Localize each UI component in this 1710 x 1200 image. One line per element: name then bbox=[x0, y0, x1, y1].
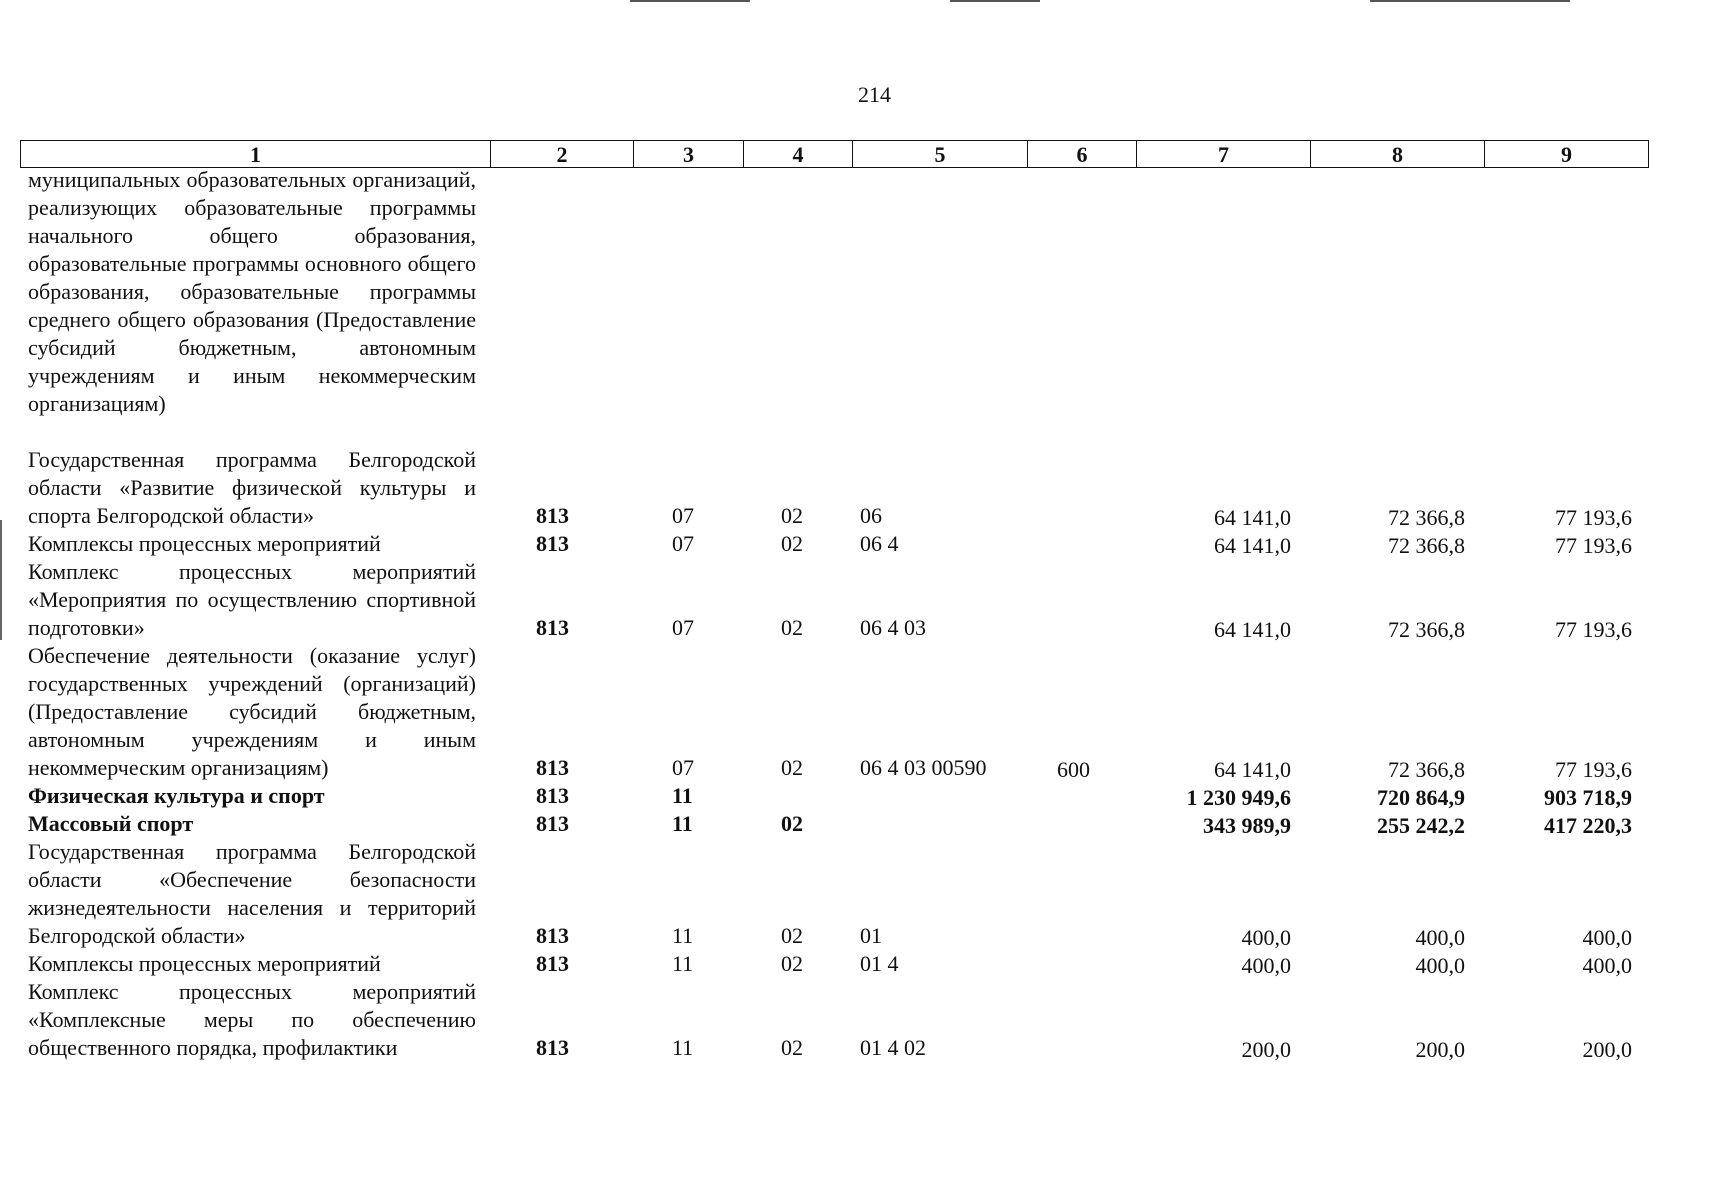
row-description: Комплексы процессных мероприятий bbox=[28, 531, 381, 556]
row-description: Обеспечение деятельности (оказание услуг) государственных учреждений (организаций) (Предоставление субсидий бюджетным, автономным учреждениям и иным некоммерческим организациям) bbox=[28, 643, 476, 780]
page-number: 214 bbox=[858, 82, 891, 107]
col-5: 06 4 03 00590 bbox=[860, 755, 987, 780]
scan-margin-mark bbox=[0, 520, 2, 640]
header-col-8: 8 bbox=[1310, 141, 1484, 167]
col-8: 720 864,9 bbox=[1377, 785, 1465, 810]
col-4: 02 bbox=[781, 503, 803, 528]
col-2: 813 bbox=[536, 783, 569, 808]
col-2: 813 bbox=[536, 503, 569, 528]
header-col-5: 5 bbox=[852, 141, 1027, 167]
scan-artifact-line bbox=[950, 0, 1040, 2]
row-description: Государственная программа Белгородской области «Развитие физической культуры и спорта Белгородской области» bbox=[28, 447, 476, 528]
row-description: Массовый спорт bbox=[28, 811, 194, 836]
col-2: 813 bbox=[536, 531, 569, 556]
col-5: 01 4 bbox=[860, 951, 899, 976]
header-col-3: 3 bbox=[633, 141, 743, 167]
col-8: 72 366,8 bbox=[1388, 533, 1465, 558]
header-col-7: 7 bbox=[1136, 141, 1310, 167]
header-col-6: 6 bbox=[1027, 141, 1136, 167]
col-4: 02 bbox=[781, 1035, 803, 1060]
row-description: Комплекс процессных мероприятий «Комплексные меры по обеспечению общественного порядка, профилактики bbox=[28, 979, 476, 1060]
col-7: 64 141,0 bbox=[1214, 533, 1291, 558]
col-9: 200,0 bbox=[1582, 1037, 1632, 1062]
col-3: 07 bbox=[672, 503, 694, 528]
col-7: 64 141,0 bbox=[1214, 617, 1291, 642]
row-description: Комплекс процессных мероприятий «Мероприятия по осуществлению спортивной подготовки» bbox=[28, 559, 476, 640]
col-5: 01 4 02 bbox=[860, 1035, 926, 1060]
header-col-9: 9 bbox=[1484, 141, 1648, 167]
col-7: 343 989,9 bbox=[1203, 813, 1291, 838]
row-description: Физическая культура и спорт bbox=[28, 783, 325, 808]
col-8: 200,0 bbox=[1415, 1037, 1465, 1062]
col-9: 77 193,6 bbox=[1555, 533, 1632, 558]
col-9: 417 220,3 bbox=[1544, 813, 1632, 838]
col-3: 11 bbox=[672, 1035, 694, 1060]
header-col-1: 1 bbox=[250, 142, 261, 167]
col-5: 06 bbox=[860, 503, 882, 528]
col-5: 06 4 03 bbox=[860, 615, 926, 640]
col-9: 77 193,6 bbox=[1555, 617, 1632, 642]
col-9: 77 193,6 bbox=[1555, 757, 1632, 782]
header-col-2: 2 bbox=[490, 141, 633, 167]
col-3: 11 bbox=[672, 783, 693, 808]
scan-artifact-line bbox=[1370, 0, 1570, 2]
col-7: 400,0 bbox=[1241, 925, 1291, 950]
col-2: 813 bbox=[536, 951, 569, 976]
col-8: 72 366,8 bbox=[1388, 757, 1465, 782]
col-3: 07 bbox=[672, 755, 694, 780]
row-description: муниципальных образовательных организаций, реализующих образовательные программы начального общего образования, образовательные программы основного общего образования, образовательные программы среднего общего образования (Предоставление субсидий бюджетным, автономным учреждениям и иным некоммерческим организациям) bbox=[28, 167, 476, 416]
col-4: 02 bbox=[781, 531, 803, 556]
col-7: 64 141,0 bbox=[1214, 757, 1291, 782]
col-3: 11 bbox=[672, 951, 694, 976]
col-2: 813 bbox=[536, 923, 569, 948]
row-description: Государственная программа Белгородской области «Обеспечение безопасности жизнедеятельности населения и территорий Белгородской области» bbox=[28, 839, 476, 948]
col-3: 07 bbox=[672, 615, 694, 640]
col-2: 813 bbox=[536, 1035, 569, 1060]
col-4: 02 bbox=[781, 615, 803, 640]
col-2: 813 bbox=[536, 615, 569, 640]
col-3: 11 bbox=[672, 811, 693, 836]
col-9: 400,0 bbox=[1582, 925, 1632, 950]
row-description: Комплексы процессных мероприятий bbox=[28, 951, 381, 976]
col-6: 600 bbox=[1057, 757, 1090, 782]
col-9: 903 718,9 bbox=[1544, 785, 1632, 810]
col-4: 02 bbox=[781, 755, 803, 780]
col-4: 02 bbox=[781, 951, 803, 976]
col-7: 64 141,0 bbox=[1214, 505, 1291, 530]
col-8: 72 366,8 bbox=[1388, 505, 1465, 530]
col-4: 02 bbox=[781, 811, 803, 836]
col-2: 813 bbox=[536, 811, 569, 836]
col-5: 01 bbox=[860, 923, 882, 948]
table-header bbox=[20, 140, 1649, 168]
col-7: 200,0 bbox=[1241, 1037, 1291, 1062]
col-7: 1 230 949,6 bbox=[1186, 785, 1291, 810]
header-col-4: 4 bbox=[743, 141, 852, 167]
scan-artifact-line bbox=[630, 0, 750, 2]
col-4: 02 bbox=[781, 923, 803, 948]
col-9: 400,0 bbox=[1582, 953, 1632, 978]
col-7: 400,0 bbox=[1241, 953, 1291, 978]
col-8: 400,0 bbox=[1415, 953, 1465, 978]
col-8: 400,0 bbox=[1415, 925, 1465, 950]
col-3: 07 bbox=[672, 531, 694, 556]
col-5: 06 4 bbox=[860, 531, 899, 556]
col-2: 813 bbox=[536, 755, 569, 780]
col-8: 72 366,8 bbox=[1388, 617, 1465, 642]
col-8: 255 242,2 bbox=[1377, 813, 1465, 838]
col-3: 11 bbox=[672, 923, 694, 948]
col-9: 77 193,6 bbox=[1555, 505, 1632, 530]
